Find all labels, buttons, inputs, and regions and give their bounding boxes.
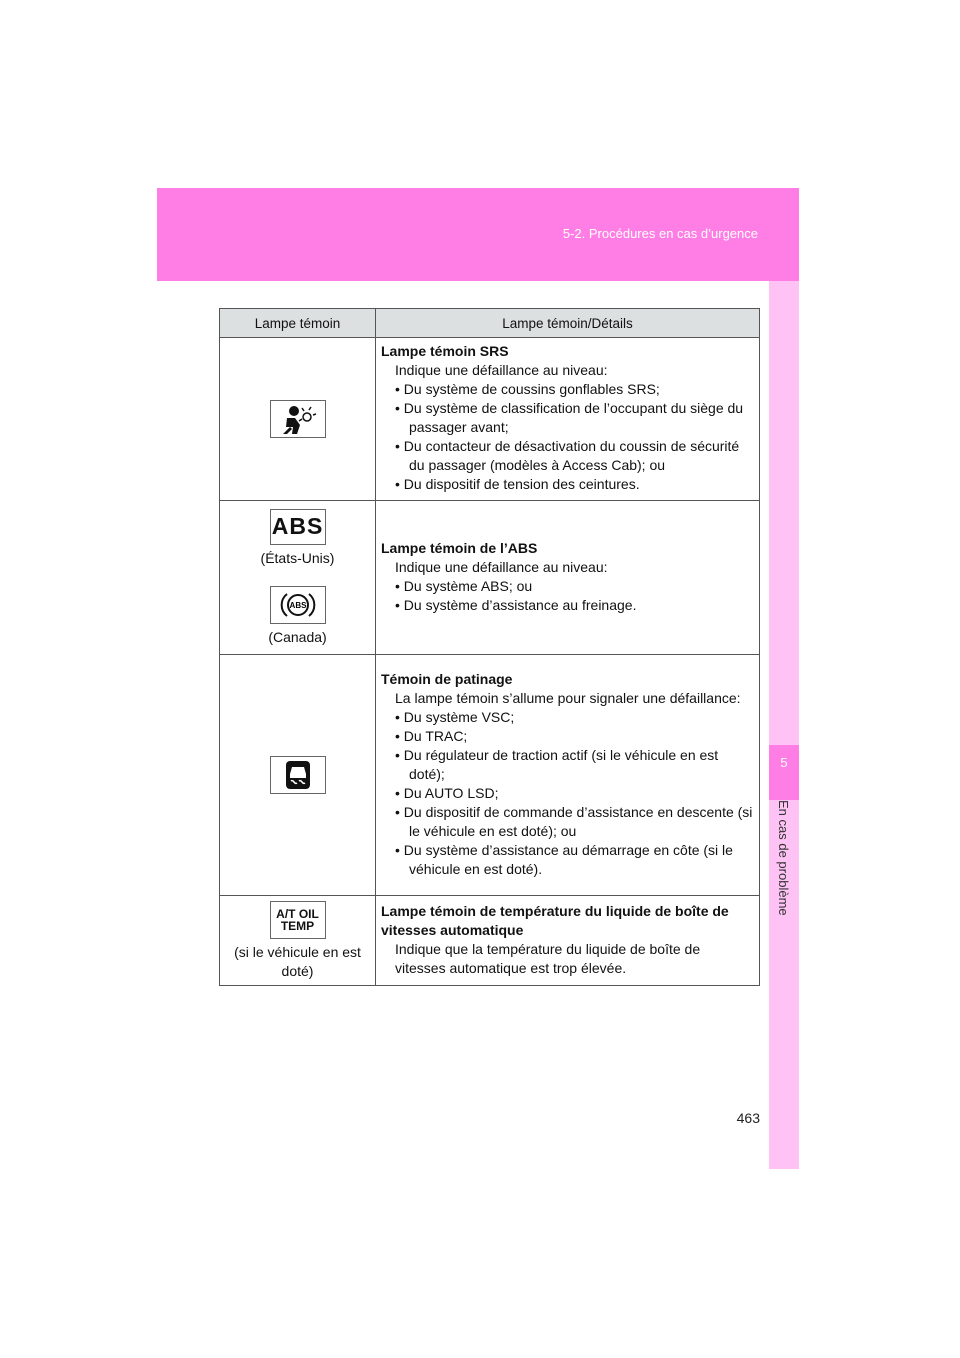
list-item: • Du système VSC; xyxy=(395,708,515,725)
icon-cell xyxy=(220,655,376,896)
warning-lights-table xyxy=(219,308,760,986)
page-number: 463 xyxy=(736,1110,760,1126)
col-header-details: Lampe témoin/Détails xyxy=(376,309,760,338)
row-intro: La lampe témoin s’allume pour signaler une défaillance: xyxy=(395,689,741,706)
slip-indicator-icon xyxy=(270,756,326,794)
icon-cell xyxy=(220,896,376,986)
caption-canada: (Canada) xyxy=(268,628,327,645)
at-oil-label: A/T OIL xyxy=(276,906,319,921)
chapter-title-container xyxy=(770,800,798,960)
icon-caption: (si le véhicule en est doté) xyxy=(234,943,361,979)
icon-cell xyxy=(220,338,376,501)
list-item: • Du système d’assistance au freinage. xyxy=(395,596,637,613)
row-intro: Indique une défaillance au niveau: xyxy=(395,362,608,378)
row-intro: Indique que la température du liquide de boîte de vitesses automatique est trop élevée. xyxy=(395,940,701,976)
list-item: • Du système d’assistance au démarrage en côte (si le véhicule en est doté). xyxy=(395,841,733,877)
row-title: Lampe témoin de température du liquide de boîte de vitesses automatique xyxy=(381,902,729,938)
list-item: • Du dispositif de commande d’assistance en descente (si le véhicule en est doté); ou xyxy=(395,803,753,839)
abs-circle-icon xyxy=(270,586,326,624)
section-title: 5-2. Procédures en cas d’urgence xyxy=(562,226,758,241)
col-header-light: Lampe témoin xyxy=(220,309,376,338)
row-title: Lampe témoin de l’ABS xyxy=(381,539,538,556)
details-cell xyxy=(376,896,760,986)
list-item: • Du régulateur de traction actif (si le véhicule en est doté); xyxy=(395,746,719,782)
abs-icon-label: ABS xyxy=(271,513,324,539)
caption-us: (États-Unis) xyxy=(260,549,335,566)
details-cell xyxy=(376,501,760,655)
at-oil-temp-icon xyxy=(270,901,326,939)
section-header xyxy=(157,188,799,281)
details-cell xyxy=(376,655,760,896)
side-strip xyxy=(769,281,799,1169)
row-title: Témoin de patinage xyxy=(381,670,513,687)
list-item: • Du dispositif de tension des ceintures. xyxy=(395,476,640,492)
details-cell xyxy=(376,338,760,501)
abs-text-icon xyxy=(270,509,326,545)
srs-airbag-icon xyxy=(270,400,326,438)
chapter-tab xyxy=(769,745,799,800)
temp-label: TEMP xyxy=(280,918,315,933)
table-row xyxy=(220,896,760,986)
abs-small-label: ABS xyxy=(289,600,306,610)
list-item: • Du système de coussins gonflables SRS; xyxy=(395,381,660,397)
icon-cell xyxy=(220,501,376,655)
table-row xyxy=(220,501,760,655)
table-row xyxy=(220,655,760,896)
list-item: • Du contacteur de désactivation du coussin de sécurité du passager (modèles à Access Cab); ou xyxy=(395,438,740,473)
list-item: • Du système ABS; ou xyxy=(395,577,533,594)
row-intro: Indique une défaillance au niveau: xyxy=(395,558,608,575)
table-header-row xyxy=(220,309,760,338)
table-row xyxy=(220,338,760,501)
list-item: • Du TRAC; xyxy=(395,727,468,744)
list-item: • Du système de classification de l’occupant du siège du passager avant; xyxy=(395,400,744,435)
row-title: Lampe témoin SRS xyxy=(381,343,509,359)
list-item: • Du AUTO LSD; xyxy=(395,784,499,801)
chapter-title: En cas de problème xyxy=(776,800,791,916)
chapter-number: 5 xyxy=(780,755,788,770)
